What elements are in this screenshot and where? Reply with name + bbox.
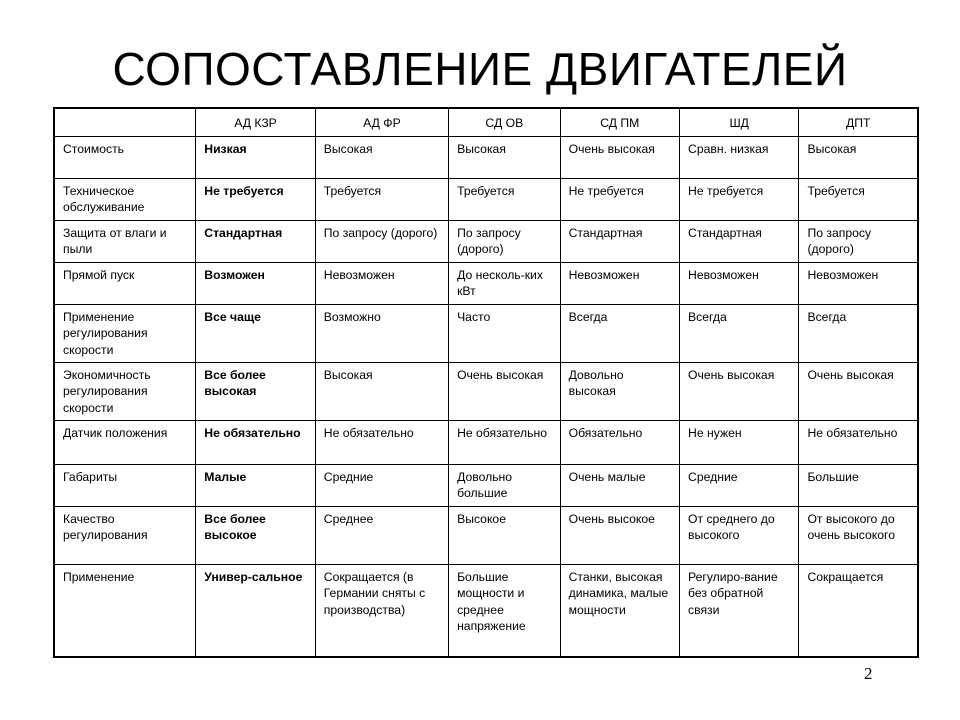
table-cell: Невозможен xyxy=(798,262,917,304)
table-cell: Не обязательно xyxy=(798,420,917,464)
table-cell: Сокращается (в Германии сняты с производства) xyxy=(315,564,448,656)
table-cell: Возможно xyxy=(315,304,448,362)
table-cell: По запросу (дорого) xyxy=(798,220,917,262)
table-cell: Все более высокая xyxy=(195,362,315,420)
table-cell: Не нужен xyxy=(679,420,798,464)
comparison-table xyxy=(53,107,919,658)
row-label: Защита от влаги и пыли xyxy=(55,220,195,262)
header-cell xyxy=(55,109,195,136)
table-cell: Высокая xyxy=(315,362,448,420)
row-label: Прямой пуск xyxy=(55,262,195,304)
table-row xyxy=(55,220,917,262)
table-row xyxy=(55,362,917,420)
table-cell: Не требуется xyxy=(679,178,798,220)
table-cell: Средние xyxy=(679,464,798,506)
table-cell: Малые xyxy=(195,464,315,506)
table-header-row xyxy=(55,109,917,136)
table-cell: Стандартная xyxy=(679,220,798,262)
table-cell: Стандартная xyxy=(560,220,679,262)
row-label: Экономичность регулирования скорости xyxy=(55,362,195,420)
table-cell: По запросу (дорого) xyxy=(448,220,560,262)
table-cell: Все более высокое xyxy=(195,506,315,564)
table-row xyxy=(55,178,917,220)
table-cell: Большие xyxy=(798,464,917,506)
table-cell: Обязательно xyxy=(560,420,679,464)
table-cell: Большие мощности и среднее напряжение xyxy=(448,564,560,656)
table-row xyxy=(55,564,917,656)
table-cell: Очень высокая xyxy=(560,136,679,178)
header-cell: ШД xyxy=(679,109,798,136)
table-cell: Очень малые xyxy=(560,464,679,506)
row-label: Применение регулирования скорости xyxy=(55,304,195,362)
row-label: Применение xyxy=(55,564,195,656)
table-cell: Довольно большие xyxy=(448,464,560,506)
table-cell: Требуется xyxy=(448,178,560,220)
header-cell: АД КЗР xyxy=(195,109,315,136)
table-cell: Высокая xyxy=(798,136,917,178)
table-cell: Невозможен xyxy=(560,262,679,304)
table-cell: Сокращается xyxy=(798,564,917,656)
header-cell: СД ОВ xyxy=(448,109,560,136)
row-label: Качество регулирования xyxy=(55,506,195,564)
table-row xyxy=(55,506,917,564)
table-cell: Очень высокая xyxy=(798,362,917,420)
table-cell: Часто xyxy=(448,304,560,362)
header-cell: ДПТ xyxy=(798,109,917,136)
table-cell: По запросу (дорого) xyxy=(315,220,448,262)
table-cell: Всегда xyxy=(679,304,798,362)
table-cell: Не требуется xyxy=(560,178,679,220)
row-label: Датчик положения xyxy=(55,420,195,464)
table-cell: Невозможен xyxy=(679,262,798,304)
table-cell: Очень высокая xyxy=(448,362,560,420)
header-cell: СД ПМ xyxy=(560,109,679,136)
table-cell: Требуется xyxy=(798,178,917,220)
table-cell: Сравн. низкая xyxy=(679,136,798,178)
table-cell: Универ-сальное xyxy=(195,564,315,656)
slide-title: СОПОСТАВЛЕНИЕ ДВИГАТЕЛЕЙ xyxy=(112,43,848,95)
table-cell: Регулиро-вание без обратной связи xyxy=(679,564,798,656)
page-number: 2 xyxy=(864,664,873,683)
table-cell: Очень высокое xyxy=(560,506,679,564)
table-cell: Стандартная xyxy=(195,220,315,262)
table-cell: Довольно высокая xyxy=(560,362,679,420)
table-cell: Не обязательно xyxy=(448,420,560,464)
row-label: Стоимость xyxy=(55,136,195,178)
row-label: Габариты xyxy=(55,464,195,506)
table-cell: Не обязательно xyxy=(195,420,315,464)
table-cell: Средние xyxy=(315,464,448,506)
table-cell: От среднего до высокого xyxy=(679,506,798,564)
table-cell: Всегда xyxy=(798,304,917,362)
table-cell: Возможен xyxy=(195,262,315,304)
table-cell: Всегда xyxy=(560,304,679,362)
table-row xyxy=(55,136,917,178)
table-cell: Невозможен xyxy=(315,262,448,304)
table-cell: Не обязательно xyxy=(315,420,448,464)
table-cell: Очень высокая xyxy=(679,362,798,420)
table-row xyxy=(55,262,917,304)
table-cell: От высокого до очень высокого xyxy=(798,506,917,564)
table-cell: Высокая xyxy=(448,136,560,178)
table-cell: Требуется xyxy=(315,178,448,220)
table-cell: До несколь-ких кВт xyxy=(448,262,560,304)
table-cell: Среднее xyxy=(315,506,448,564)
table-row xyxy=(55,420,917,464)
table-cell: Высокое xyxy=(448,506,560,564)
table-cell: Низкая xyxy=(195,136,315,178)
table-cell: Не требуется xyxy=(195,178,315,220)
header-cell: АД ФР xyxy=(315,109,448,136)
table-cell: Высокая xyxy=(315,136,448,178)
table-row xyxy=(55,464,917,506)
table-cell: Станки, высокая динамика, малые мощности xyxy=(560,564,679,656)
table-row xyxy=(55,304,917,362)
table-cell: Все чаще xyxy=(195,304,315,362)
row-label: Техническое обслуживание xyxy=(55,178,195,220)
